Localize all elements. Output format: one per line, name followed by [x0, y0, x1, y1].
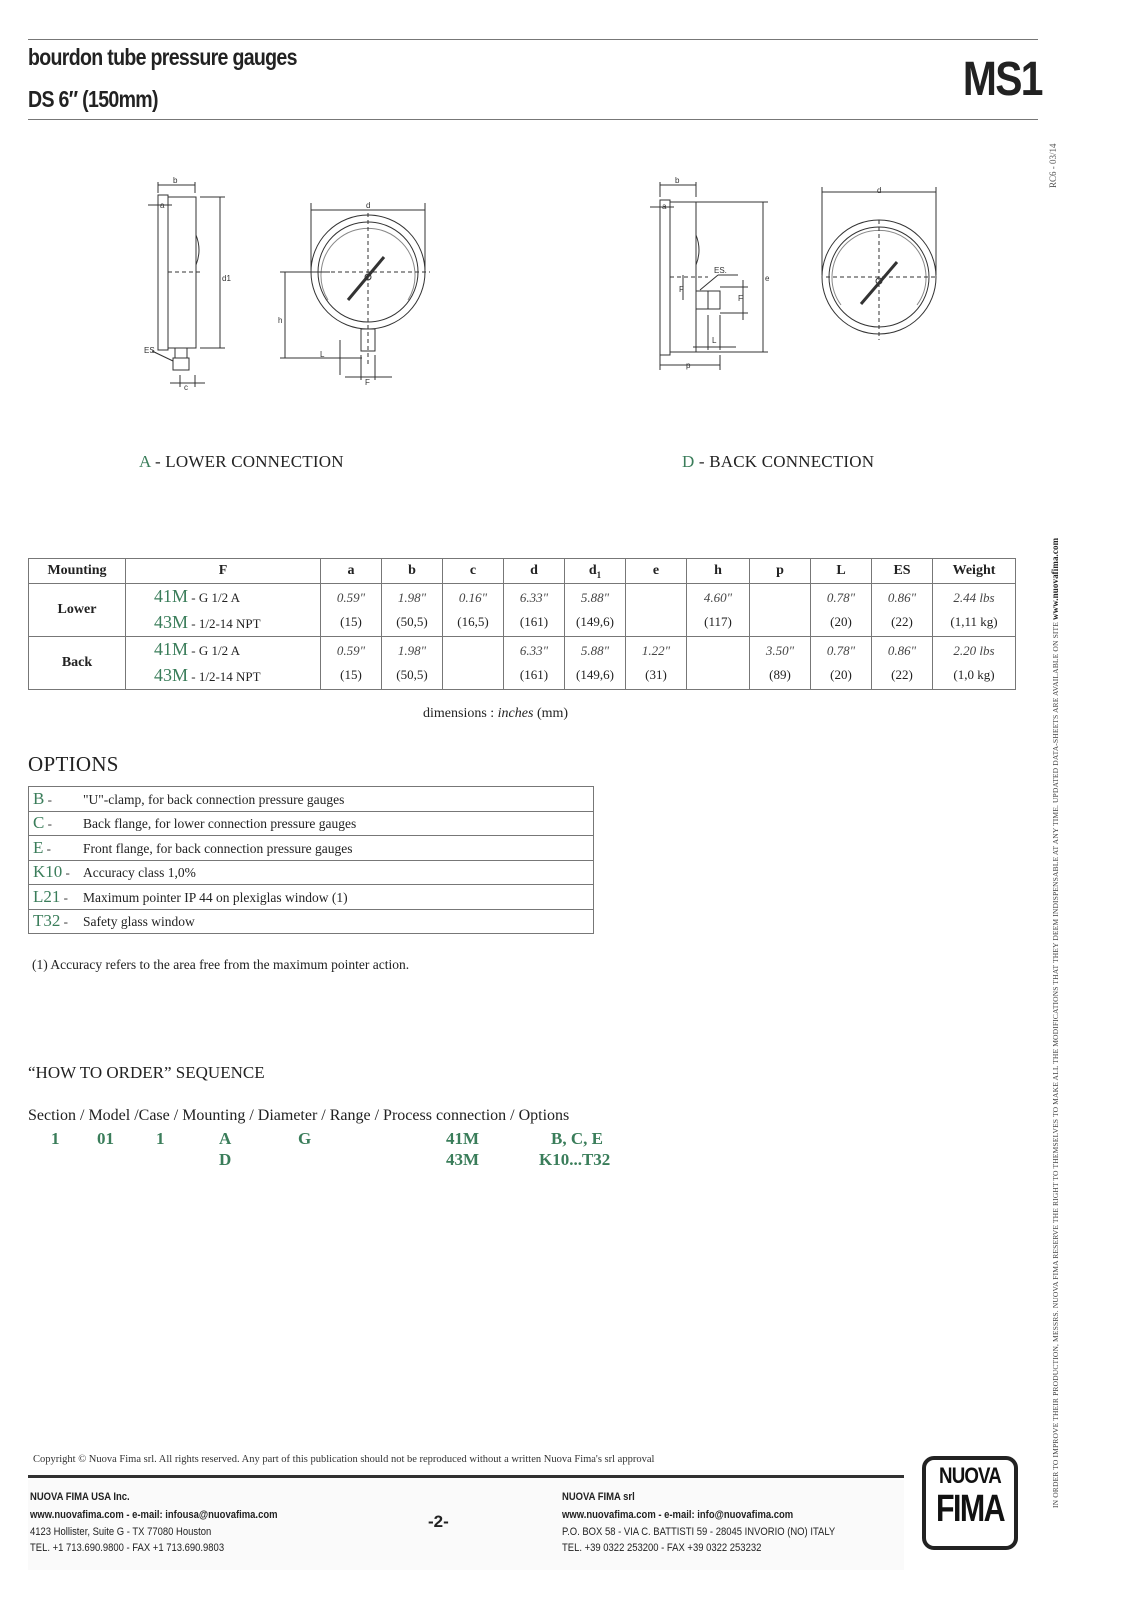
- page-subtitle: DS 6″ (150mm): [28, 86, 158, 112]
- value-inches: 1.98": [397, 590, 427, 605]
- option-description: Maximum pointer IP 44 on plexiglas window (1): [83, 889, 348, 905]
- option-code: [33, 789, 83, 809]
- page-number: -2-: [428, 1512, 449, 1531]
- dim-label-b: b: [675, 176, 680, 185]
- table-row: [29, 637, 1016, 690]
- col-b: b: [382, 559, 443, 584]
- dim-label-es: ES.: [144, 346, 157, 355]
- connection-option: [126, 584, 320, 610]
- dim-label-l: L: [712, 336, 717, 345]
- col-f: F: [126, 559, 321, 584]
- options-table: [28, 786, 594, 934]
- dim-label-d: d: [877, 186, 882, 195]
- value-mm: (22): [891, 667, 913, 682]
- connection-code: 41M: [154, 639, 189, 659]
- option-code-text: T32: [33, 911, 61, 931]
- dim-label-es: ES.: [714, 266, 727, 275]
- page-title: bourdon tube pressure gauges: [28, 44, 297, 70]
- option-cell: [29, 811, 594, 836]
- option-cell: [29, 885, 594, 910]
- dimension-cell: [443, 637, 504, 690]
- value-inches: 4.60": [703, 590, 733, 605]
- dimension-cell: [382, 637, 443, 690]
- mounting-cell: Lower: [29, 584, 126, 637]
- side-notice: [1050, 538, 1060, 1508]
- logo-line1: NUOVA: [939, 1463, 1001, 1488]
- option-separator: -: [62, 865, 70, 881]
- dim-label-e: F: [679, 285, 684, 294]
- option-code: [33, 838, 83, 858]
- option-code: [33, 911, 83, 931]
- dimension-cell: [321, 584, 382, 637]
- order-options-2: K10...T32: [539, 1150, 611, 1169]
- connection-cell: [126, 637, 321, 690]
- order-heading: “HOW TO ORDER” SEQUENCE: [28, 1063, 265, 1082]
- dimensions-table: [28, 558, 1016, 690]
- connection-desc: - 1/2-14 NPT: [188, 616, 261, 631]
- connection-cell: [126, 584, 321, 637]
- dim-label-h: h: [278, 316, 283, 325]
- col-h: h: [687, 559, 750, 584]
- dimension-cell: [443, 584, 504, 637]
- dim-label-f: F: [738, 294, 743, 303]
- value-inches: 0.59": [336, 590, 366, 605]
- options-heading: OPTIONS: [28, 752, 119, 776]
- order-sequence: Section / Model /Case / Mounting / Diameter / Range / Process connection / Options: [28, 1107, 570, 1124]
- caption-back-connection: [682, 452, 874, 472]
- value-mm: (1,0 kg): [953, 667, 995, 682]
- option-separator: -: [60, 914, 68, 930]
- copyright-notice: Copyright © Nuova Fima srl. All rights reserved. Any part of this publication should not be reproduced without a written Nuova Fima's srl approval: [33, 1454, 655, 1465]
- order-options-1: B, C, E: [551, 1129, 603, 1148]
- caption-lower-connection: [139, 452, 344, 472]
- value-mm: (20): [830, 614, 852, 629]
- value-inches: 5.88": [580, 590, 610, 605]
- note-suffix: (mm): [533, 706, 569, 721]
- dimension-cell: [750, 584, 811, 637]
- col-mounting: Mounting: [29, 559, 126, 584]
- side-notice-text: IN ORDER TO IMPROVE THEIR PRODUCTION, MESSRS. NUOVA FIMA RESERVE THE RIGHT TO THEMSELVES TO MAKE ALL THE MODIFICATIONS THAT THEY DEEM INDISPENSABLE AT ANY TIME. UPDATED DATA-SHEETS ARE AVAILABLE ON SITE: [1051, 622, 1060, 1508]
- order-mounting-d: D: [219, 1150, 232, 1169]
- connection-option: [126, 610, 320, 636]
- side-view-back: [650, 182, 768, 370]
- dimension-cell: [382, 584, 443, 637]
- order-model: 01: [97, 1129, 114, 1148]
- option-code-text: K10: [33, 862, 63, 882]
- dimension-cell: [811, 637, 872, 690]
- col-es: ES: [872, 559, 933, 584]
- usa-web-email[interactable]: www.nuovafima.com - e-mail: infousa@nuovafima.com: [30, 1509, 278, 1521]
- option-description: "U"-clamp, for back connection pressure gauges: [83, 791, 345, 807]
- revision-label: RC6 - 03/14: [1048, 143, 1058, 188]
- value-inches: 6.33": [519, 590, 549, 605]
- value-mm: (15): [340, 667, 362, 682]
- value-inches: 2.44 lbs: [953, 590, 995, 605]
- value-mm: (117): [704, 614, 732, 629]
- italy-web-email[interactable]: www.nuovafima.com - e-mail: info@nuovafima.com: [562, 1509, 794, 1521]
- caption-letter: A: [139, 452, 151, 471]
- value-mm: (31): [645, 667, 667, 682]
- connection-option: [126, 663, 320, 689]
- value-inches: 0.86": [887, 590, 917, 605]
- dimension-cell: [321, 637, 382, 690]
- dimension-cell: [811, 584, 872, 637]
- dimension-cell: [626, 637, 687, 690]
- connection-desc: - G 1/2 A: [188, 590, 241, 605]
- value-mm: (15): [340, 614, 362, 629]
- dimension-cell: [687, 637, 750, 690]
- col-e: e: [626, 559, 687, 584]
- option-row: [29, 860, 594, 885]
- table-row: [29, 584, 1016, 637]
- option-row: [29, 885, 594, 910]
- lower-connection-drawing: [140, 175, 450, 395]
- dimension-cell: [687, 584, 750, 637]
- option-cell: [29, 836, 594, 861]
- order-mounting-a: A: [219, 1129, 232, 1148]
- value-inches: 0.78": [826, 590, 856, 605]
- side-notice-site[interactable]: www.nuovafima.com: [1050, 537, 1060, 620]
- dim-label-d: d: [366, 201, 371, 210]
- option-separator: -: [60, 889, 68, 905]
- value-inches: 5.88": [580, 643, 610, 658]
- option-description: Front flange, for back connection pressure gauges: [83, 840, 353, 856]
- order-section: 1: [51, 1129, 60, 1148]
- dim-label-l: L: [320, 350, 325, 359]
- front-view-lower: [280, 203, 430, 380]
- footer-box: [28, 1480, 904, 1570]
- option-code-text: B: [33, 788, 45, 808]
- col-l: L: [811, 559, 872, 584]
- value-inches: 0.86": [887, 643, 917, 658]
- nuova-fima-logo: [922, 1456, 1018, 1550]
- dim-label-d1: d1: [222, 274, 231, 283]
- mounting-cell: Back: [29, 637, 126, 690]
- value-inches: 3.50": [765, 643, 795, 658]
- dim-label-f: F: [365, 378, 370, 387]
- order-case: 1: [156, 1129, 165, 1148]
- option-description: Accuracy class 1,0%: [83, 865, 196, 881]
- dimension-cell: [750, 637, 811, 690]
- value-mm: (20): [830, 667, 852, 682]
- back-connection-drawing: [648, 175, 958, 375]
- header-top-rule: [28, 39, 1038, 40]
- value-inches: 1.98": [397, 643, 427, 658]
- col-d1: $d_1$: [565, 559, 626, 584]
- header-bottom-rule: [28, 119, 1038, 120]
- dim-label-p: p: [686, 361, 691, 370]
- col-weight: Weight: [933, 559, 1016, 584]
- option-row: [29, 909, 594, 934]
- connection-code: 41M: [154, 586, 189, 606]
- note-prefix: dimensions :: [423, 706, 498, 721]
- order-diameter: G: [298, 1129, 312, 1148]
- side-view-lower: [148, 182, 225, 387]
- dimension-cell: [626, 584, 687, 637]
- value-mm: (16,5): [457, 614, 489, 629]
- value-mm: (1,11 kg): [950, 614, 998, 629]
- value-mm: (149,6): [576, 667, 614, 682]
- dim-label-a: a: [662, 202, 667, 211]
- italy-company-name: NUOVA FIMA srl: [562, 1491, 635, 1503]
- value-mm: (161): [519, 614, 549, 629]
- option-code: [33, 813, 83, 833]
- dim-label-a: a: [160, 201, 165, 210]
- option-code-text: L21: [33, 886, 61, 906]
- usa-phone: TEL. +1 713.690.9800 - FAX +1 713.690.9803: [30, 1542, 225, 1554]
- col-p: p: [750, 559, 811, 584]
- option-row: [29, 811, 594, 836]
- table-header-row: [29, 559, 1016, 584]
- col-a: a: [321, 559, 382, 584]
- dimension-cell: [504, 584, 565, 637]
- italy-address: P.O. BOX 58 - VIA C. BATTISTI 59 - 28045 INVORIO (NO) ITALY: [562, 1526, 836, 1538]
- dim-label-d1: e: [765, 274, 770, 283]
- dimensions-note: [423, 706, 568, 722]
- col-c: c: [443, 559, 504, 584]
- dim-label-c: c: [184, 383, 188, 392]
- value-mm: (89): [769, 667, 791, 682]
- product-code: MS1: [963, 53, 1042, 106]
- option-description: Back flange, for lower connection pressure gauges: [83, 816, 357, 832]
- option-cell: [29, 860, 594, 885]
- connection-code: 43M: [154, 612, 189, 632]
- option-row: [29, 787, 594, 812]
- dimension-cell: [504, 637, 565, 690]
- connection-code: 43M: [154, 665, 189, 685]
- caption-letter: D: [682, 452, 695, 471]
- options-footnote: (1) Accuracy refers to the area free from the maximum pointer action.: [32, 957, 410, 972]
- value-mm: (50,5): [396, 614, 428, 629]
- value-inches: 2.20 lbs: [953, 643, 995, 658]
- front-view-back: [822, 187, 938, 340]
- col-d: d: [504, 559, 565, 584]
- option-separator: -: [44, 816, 52, 832]
- option-code: [33, 862, 83, 882]
- option-code-text: C: [33, 813, 45, 833]
- value-mm: (161): [519, 667, 549, 682]
- option-description: Safety glass window: [83, 914, 195, 930]
- dimension-cell: [872, 637, 933, 690]
- dimension-cell: [933, 584, 1016, 637]
- logo-line2: FIMA: [936, 1488, 1004, 1530]
- value-inches: 6.33": [519, 643, 549, 658]
- option-cell: [29, 787, 594, 812]
- dim-label-b: b: [173, 176, 178, 185]
- dimension-cell: [872, 584, 933, 637]
- note-unit: inches: [497, 706, 534, 721]
- dimension-cell: [933, 637, 1016, 690]
- option-row: [29, 836, 594, 861]
- option-code-text: E: [33, 837, 44, 857]
- order-process-43m: 43M: [446, 1150, 480, 1169]
- option-code: [33, 887, 83, 907]
- value-mm: (50,5): [396, 667, 428, 682]
- option-cell: [29, 909, 594, 934]
- footer-rule: [28, 1475, 904, 1478]
- value-mm: (149,6): [576, 614, 614, 629]
- value-inches: 0.78": [826, 643, 856, 658]
- value-inches: 0.16": [458, 590, 488, 605]
- caption-text: - BACK CONNECTION: [694, 452, 875, 471]
- connection-desc: - G 1/2 A: [188, 643, 241, 658]
- value-inches: 0.59": [336, 643, 366, 658]
- option-separator: -: [44, 791, 52, 807]
- usa-address: 4123 Hollister, Suite G - TX 77080 Houston: [30, 1526, 212, 1538]
- caption-text: - LOWER CONNECTION: [150, 452, 344, 471]
- dimension-cell: [565, 637, 626, 690]
- value-mm: (22): [891, 614, 913, 629]
- order-process-41m: 41M: [446, 1129, 480, 1148]
- italy-phone: TEL. +39 0322 253200 - FAX +39 0322 253232: [562, 1542, 762, 1554]
- connection-option: [126, 637, 320, 663]
- value-inches: 1.22": [641, 643, 671, 658]
- option-separator: -: [43, 840, 51, 856]
- connection-desc: - 1/2-14 NPT: [188, 669, 261, 684]
- dimension-cell: [565, 584, 626, 637]
- usa-company-name: NUOVA FIMA USA Inc.: [30, 1491, 130, 1503]
